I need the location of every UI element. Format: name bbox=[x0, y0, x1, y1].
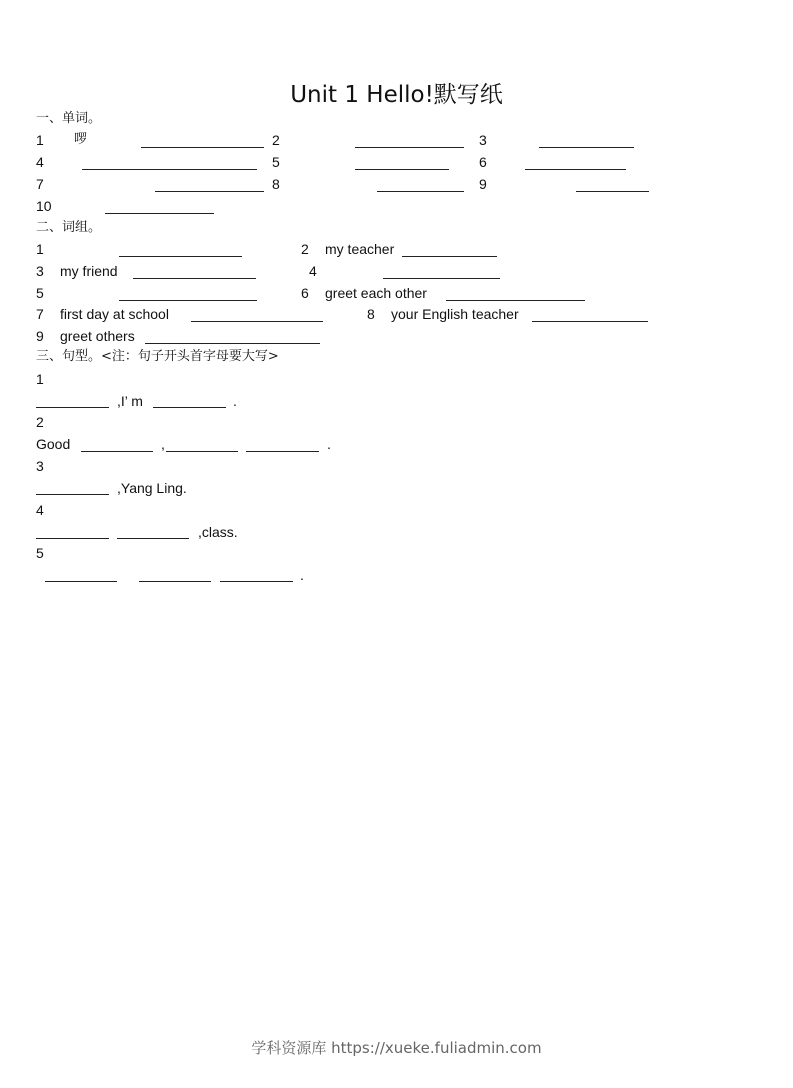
sentence-number-1: 1 bbox=[36, 371, 44, 387]
phrase-text-3: my friend bbox=[60, 263, 118, 279]
sentence-1-end: . bbox=[233, 393, 237, 409]
phrase-blank-7[interactable] bbox=[191, 321, 323, 322]
sentence-5-end: . bbox=[300, 567, 304, 583]
page-title: Unit 1 Hello!默写纸 bbox=[290, 82, 503, 108]
sentence-number-3: 3 bbox=[36, 458, 44, 474]
phrase-text-6: greet each other bbox=[325, 285, 427, 301]
phrase-blank-6[interactable] bbox=[446, 300, 585, 301]
sentence-5-blank-1[interactable] bbox=[45, 581, 117, 582]
word-number-10: 10 bbox=[36, 198, 52, 214]
word-blank-6[interactable] bbox=[525, 169, 626, 170]
footer-watermark: 学科资源库 https://xueke.fuliadmin.com bbox=[251, 1039, 542, 1057]
phrase-text-8: your English teacher bbox=[391, 306, 519, 322]
sentence-2-comma: , bbox=[161, 436, 165, 452]
word-blank-1[interactable] bbox=[141, 147, 264, 148]
phrase-blank-2[interactable] bbox=[402, 256, 497, 257]
phrase-blank-8[interactable] bbox=[532, 321, 648, 322]
phrase-number-4: 4 bbox=[309, 263, 317, 279]
word-number-3: 3 bbox=[479, 132, 487, 148]
phrase-number-7: 7 bbox=[36, 306, 44, 322]
sentence-5-blank-3[interactable] bbox=[220, 581, 293, 582]
word-blank-9[interactable] bbox=[576, 191, 649, 192]
word-blank-10[interactable] bbox=[105, 213, 214, 214]
sentence-1-blank-1[interactable] bbox=[36, 407, 109, 408]
phrase-blank-9[interactable] bbox=[145, 343, 320, 344]
word-number-4: 4 bbox=[36, 154, 44, 170]
word-blank-7[interactable] bbox=[155, 191, 264, 192]
word-blank-2[interactable] bbox=[355, 147, 464, 148]
word-blank-3[interactable] bbox=[539, 147, 634, 148]
word-blank-4[interactable] bbox=[82, 169, 257, 170]
sentence-4-text: ,class. bbox=[198, 524, 238, 540]
phrase-number-5: 5 bbox=[36, 285, 44, 301]
sentence-5-blank-2[interactable] bbox=[139, 581, 211, 582]
sentence-4-blank-1[interactable] bbox=[36, 538, 109, 539]
sentence-2-end: . bbox=[327, 436, 331, 452]
section-heading-sentences: 三、句型。<注：句子开头首字母要大写> bbox=[36, 349, 279, 364]
phrase-number-1: 1 bbox=[36, 241, 44, 257]
sentence-4-blank-2[interactable] bbox=[117, 538, 189, 539]
phrase-number-3: 3 bbox=[36, 263, 44, 279]
sentence-number-2: 2 bbox=[36, 414, 44, 430]
sentence-2-blank-2[interactable] bbox=[166, 451, 238, 452]
phrase-text-9: greet others bbox=[60, 328, 135, 344]
word-number-6: 6 bbox=[479, 154, 487, 170]
word-number-1: 1 bbox=[36, 132, 44, 148]
phrase-number-2: 2 bbox=[301, 241, 309, 257]
sentence-1-blank-2[interactable] bbox=[153, 407, 226, 408]
sentence-1-text: ,I’ m bbox=[117, 393, 143, 409]
phrase-blank-5[interactable] bbox=[119, 300, 257, 301]
word-number-2: 2 bbox=[272, 132, 280, 148]
section-heading-phrases: 二、词组。 bbox=[36, 220, 102, 235]
sentence-3-blank-1[interactable] bbox=[36, 494, 109, 495]
section-heading-words: 一、单词。 bbox=[36, 111, 102, 126]
word-blank-5[interactable] bbox=[355, 169, 449, 170]
phrase-blank-4[interactable] bbox=[383, 278, 500, 279]
phrase-number-8: 8 bbox=[367, 306, 375, 322]
word-number-9: 9 bbox=[479, 176, 487, 192]
sentence-3-text: ,Yang Ling. bbox=[117, 480, 187, 496]
sentence-number-5: 5 bbox=[36, 545, 44, 561]
sentence-2-start: Good bbox=[36, 436, 71, 452]
phrase-blank-1[interactable] bbox=[119, 256, 242, 257]
word-hint-1: 啰 bbox=[74, 132, 88, 147]
sentence-number-4: 4 bbox=[36, 502, 44, 518]
phrase-blank-3[interactable] bbox=[133, 278, 256, 279]
sentence-2-blank-3[interactable] bbox=[246, 451, 319, 452]
sentence-2-blank-1[interactable] bbox=[81, 451, 153, 452]
word-blank-8[interactable] bbox=[377, 191, 464, 192]
phrase-number-9: 9 bbox=[36, 328, 44, 344]
word-number-8: 8 bbox=[272, 176, 280, 192]
phrase-text-2: my teacher bbox=[325, 241, 395, 257]
phrase-number-6: 6 bbox=[301, 285, 309, 301]
phrase-text-7: first day at school bbox=[60, 306, 169, 322]
word-number-5: 5 bbox=[272, 154, 280, 170]
word-number-7: 7 bbox=[36, 176, 44, 192]
